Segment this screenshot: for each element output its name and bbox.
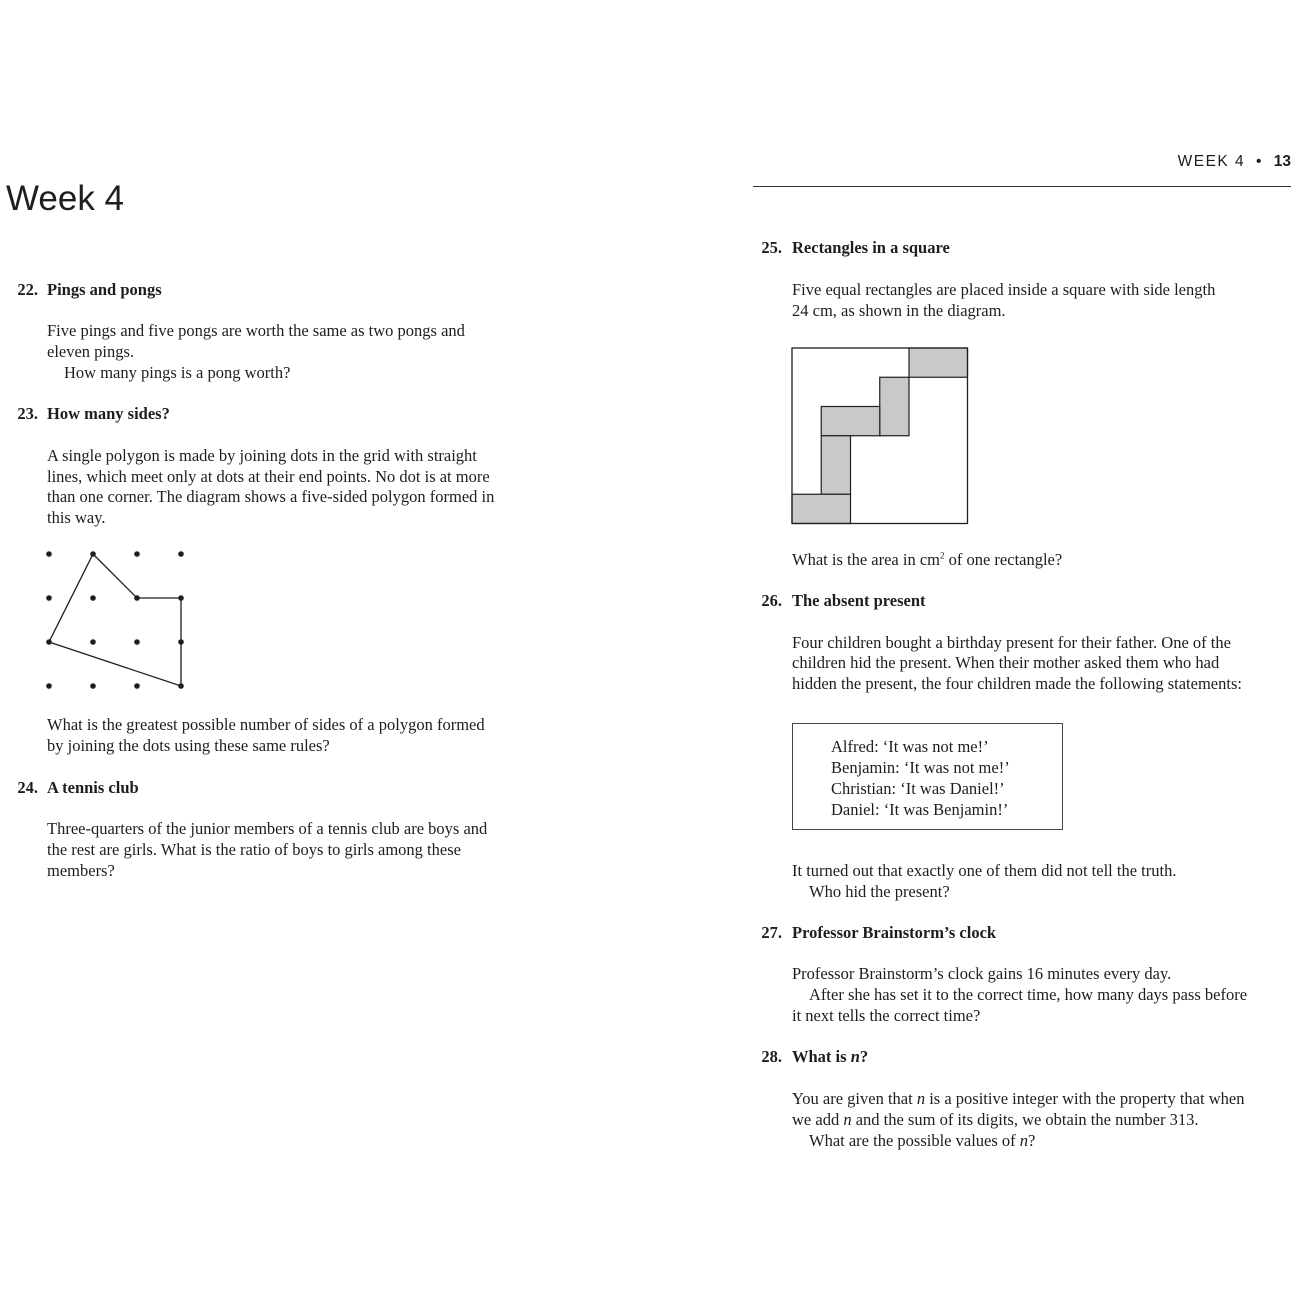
question-text-line: 24 cm, as shown in the diagram. — [792, 301, 1006, 320]
grid-dot — [46, 683, 52, 689]
header-rule — [753, 186, 1291, 187]
page-title: Week 4 — [6, 179, 125, 218]
question-text-line: it next tells the correct time? — [792, 1006, 981, 1025]
grid-dot — [178, 551, 184, 557]
question-text-line: After she has set it to the correct time, how many days pass before — [809, 985, 1248, 1004]
question-number: 24. — [17, 778, 38, 797]
question-text-line: the rest are girls. What is the ratio of boys to girls among these — [47, 840, 461, 859]
question-text-line: members? — [47, 861, 115, 880]
question-text-line: Five pings and five pongs are worth the same as two pongs and — [47, 321, 465, 340]
grid-dot — [134, 639, 140, 645]
grid-dot — [134, 551, 140, 557]
running-head-label: WEEK 4 — [1177, 153, 1246, 170]
grid-dot — [90, 595, 96, 601]
grid-dot — [46, 595, 52, 601]
question-title: A tennis club — [47, 778, 139, 797]
question-text-line: A single polygon is made by joining dots in the grid with straight — [47, 446, 477, 465]
question-text-line: than one corner. The diagram shows a five-sided polygon formed in — [47, 487, 495, 506]
question-text-line: How many pings is a pong worth? — [64, 363, 291, 382]
grid-dot — [46, 639, 52, 645]
question-text-line: Who hid the present? — [809, 882, 950, 901]
question-number: 27. — [761, 923, 782, 942]
statement: Benjamin: ‘It was not me!’ — [831, 758, 1010, 777]
grid-dot — [178, 683, 184, 689]
rectangle — [909, 348, 968, 377]
question-text-line: What are the possible values of n? — [809, 1131, 1036, 1150]
statement: Christian: ‘It was Daniel!’ — [831, 779, 1005, 798]
question-text-line: What is the area in $cm^2$ of one rectangle? — [792, 550, 1063, 569]
question-number: 23. — [17, 404, 38, 423]
question-number: 28. — [761, 1047, 782, 1066]
grid-dot — [46, 551, 52, 557]
question-text-line: eleven pings. — [47, 342, 135, 361]
rectangle — [792, 494, 851, 523]
running-head — [1178, 152, 1291, 172]
question-title: Professor Brainstorm’s clock — [792, 923, 997, 942]
five-sided-polygon — [49, 554, 181, 686]
question-title: Rectangles in a square — [792, 238, 950, 257]
question-text-line: Three-quarters of the junior members of a tennis club are boys and — [47, 819, 488, 838]
question-text-line: hidden the present, the four children made the following statements: — [792, 674, 1242, 693]
page-number: 13 — [1273, 153, 1291, 170]
question-number: 22. — [17, 280, 38, 299]
question-text-line: children hid the present. When their mother asked them who had — [792, 653, 1220, 672]
grid-dot — [178, 595, 184, 601]
grid-dot — [90, 551, 96, 557]
statements-box — [792, 723, 1063, 830]
grid-dot — [90, 639, 96, 645]
dot-grid-polygon-diagram — [40, 545, 190, 695]
question-text-line: Five equal rectangles are placed inside a square with side length — [792, 280, 1216, 299]
rectangles-in-square-diagram — [788, 344, 972, 528]
question-number: 26. — [761, 591, 782, 610]
question-title: The absent present — [792, 591, 926, 610]
running-head-separator: • — [1256, 153, 1263, 170]
question-text-line: lines, which meet only at dots at their end points. No dot is at more — [47, 467, 490, 486]
grid-dot — [134, 683, 140, 689]
rectangle — [821, 407, 880, 436]
question-title: How many sides? — [47, 404, 170, 423]
question-text-line: we add n and the sum of its digits, we obtain the number 313. — [792, 1110, 1199, 1129]
question-title: Pings and pongs — [47, 280, 162, 299]
question-text-line: Four children bought a birthday present for their father. One of the — [792, 633, 1231, 652]
statement: Alfred: ‘It was not me!’ — [831, 737, 989, 756]
grid-dot — [90, 683, 96, 689]
question-text-line: Professor Brainstorm’s clock gains 16 minutes every day. — [792, 964, 1172, 983]
question-text-line: by joining the dots using these same rules? — [47, 736, 330, 755]
question-text-line: It turned out that exactly one of them did not tell the truth. — [792, 861, 1177, 880]
question-number: 25. — [761, 238, 782, 257]
rectangle — [821, 436, 850, 495]
question-text-line: this way. — [47, 508, 106, 527]
grid-dot — [178, 639, 184, 645]
question-title: What is n? — [792, 1047, 869, 1066]
grid-dot — [134, 595, 140, 601]
rectangle — [880, 377, 909, 436]
statement: Daniel: ‘It was Benjamin!’ — [831, 800, 1009, 819]
question-text-line: You are given that n is a positive integer with the property that when — [792, 1089, 1245, 1108]
question-text-line: What is the greatest possible number of sides of a polygon formed — [47, 715, 485, 734]
